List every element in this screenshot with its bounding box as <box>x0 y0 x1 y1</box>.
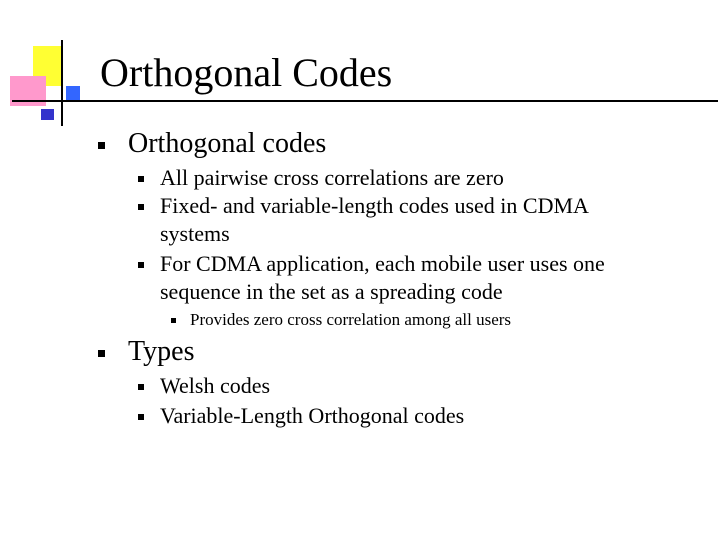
bullet-square-icon <box>138 176 144 182</box>
bullet-orthogonal-codes: Orthogonal codes <box>128 128 327 159</box>
blue-square-decoration <box>41 109 54 120</box>
sub-bullet-text-continuation: systems <box>160 221 230 246</box>
sub-bullet-text-continuation: sequence in the set as a spreading code <box>160 279 503 304</box>
sub-bullet-text: All pairwise cross correlations are zero <box>160 165 504 190</box>
sub-bullet-text: For CDMA application, each mobile user uses one <box>160 251 605 276</box>
bullet-square-icon <box>138 384 144 390</box>
bullet-square-icon <box>138 262 144 268</box>
sub-bullet-text: Variable-Length Orthogonal codes <box>160 403 465 428</box>
blue-square-decoration-2 <box>66 86 80 100</box>
sub-bullet-text: Welsh codes <box>160 373 271 398</box>
bullet-square-icon <box>171 318 176 323</box>
bullet-square-icon <box>98 142 105 149</box>
sub-sub-bullet-text: Provides zero cross correlation among all users <box>190 310 512 329</box>
bullet-types: Types <box>128 336 195 367</box>
sub-bullet-text: Fixed- and variable-length codes used in CDMA <box>160 193 589 218</box>
bullet-square-icon <box>138 414 144 420</box>
vertical-rule <box>61 40 63 126</box>
corner-logo-decoration <box>0 0 110 130</box>
bullet-square-icon <box>138 204 144 210</box>
slide-title: Orthogonal Codes <box>100 50 393 95</box>
bullet-square-icon <box>98 350 105 357</box>
title-underline <box>12 100 718 102</box>
